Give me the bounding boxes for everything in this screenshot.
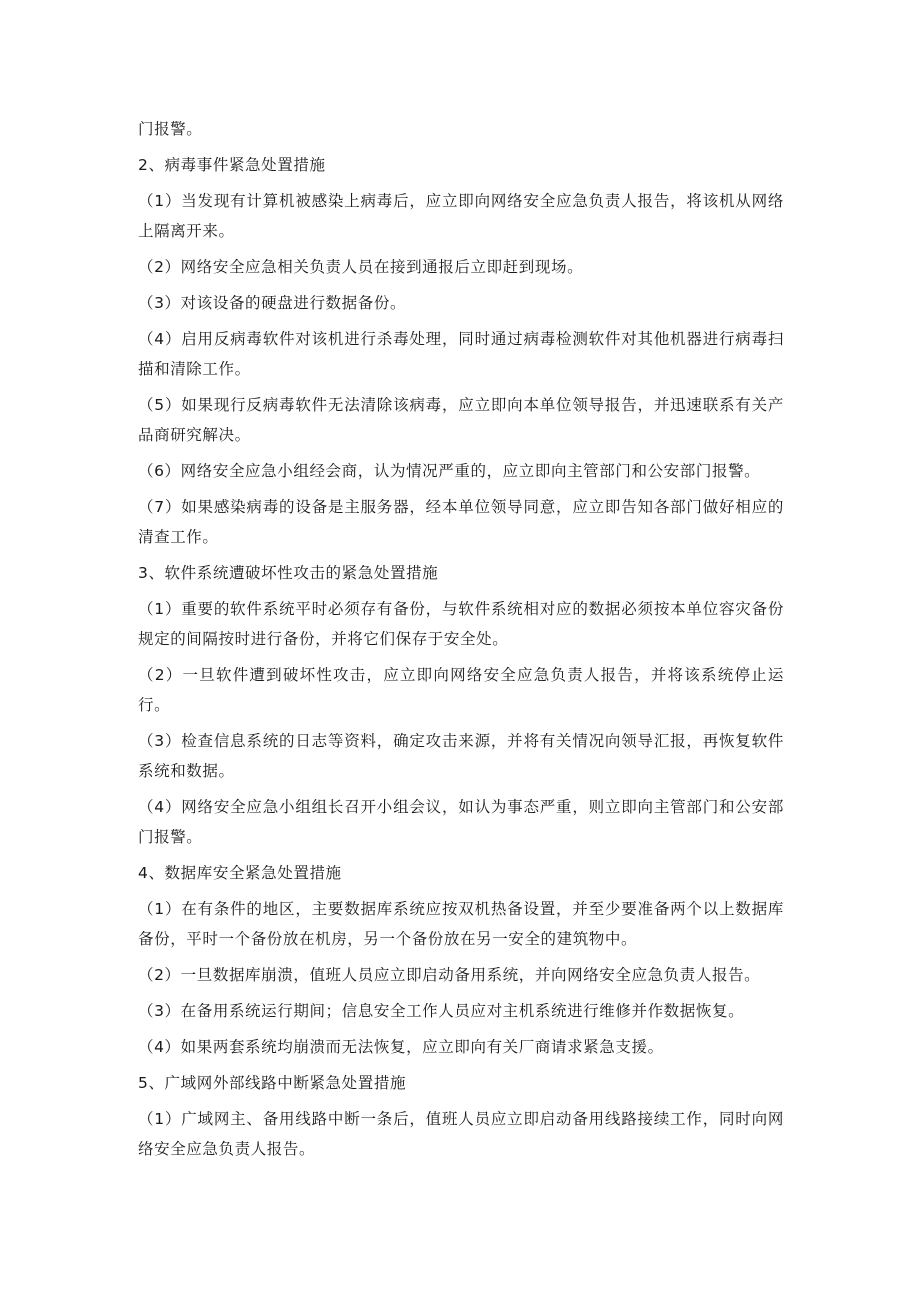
section-heading-4: 4、数据库安全紧急处置措施 — [138, 864, 342, 882]
paragraph: （6）网络安全应急小组经会商，认为情况严重的，应立即向主管部门和公安部门报警。 — [138, 462, 761, 480]
paragraph: （1）重要的软件系统平时必须存有备份，与软件系统相对应的数据必须按本单位容灾备份规定的间隔按时进行备份，并将它们保存于安全处。 — [138, 600, 784, 648]
paragraph-continuation: 门报警。 — [138, 120, 203, 138]
paragraph: （5）如果现行反病毒软件无法清除该病毒，应立即向本单位领导报告，并迅速联系有关产品商研究解决。 — [138, 396, 784, 444]
paragraph: （2）网络安全应急相关负责人员在接到通报后立即赶到现场。 — [138, 258, 584, 276]
section-heading-3: 3、软件系统遭破坏性攻击的紧急处置措施 — [138, 564, 439, 582]
paragraph: （4）如果两套系统均崩溃而无法恢复，应立即向有关厂商请求紧急支援。 — [138, 1038, 664, 1056]
paragraph: （1）广域网主、备用线路中断一条后，值班人员应立即启动备用线路接续工作，同时向网络安全应急负责人报告。 — [138, 1110, 784, 1158]
paragraph: （7）如果感染病毒的设备是主服务器，经本单位领导同意，应立即告知各部门做好相应的清查工作。 — [138, 498, 784, 546]
paragraph: （1）在有条件的地区，主要数据库系统应按双机热备设置，并至少要准备两个以上数据库备份，平时一个备份放在机房，另一个备份放在另一安全的建筑物中。 — [138, 900, 784, 948]
section-heading-2: 2、病毒事件紧急处置措施 — [138, 156, 326, 174]
paragraph: （1）当发现有计算机被感染上病毒后，应立即向网络安全应急负责人报告，将该机从网络上隔离开来。 — [138, 192, 784, 240]
paragraph: （3）对该设备的硬盘进行数据备份。 — [138, 294, 407, 312]
paragraph: （4）网络安全应急小组组长召开小组会议，如认为事态严重，则立即向主管部门和公安部门报警。 — [138, 798, 784, 846]
section-heading-5: 5、广域网外部线路中断紧急处置措施 — [138, 1074, 407, 1092]
paragraph: （2）一旦数据库崩溃，值班人员应立即启动备用系统，并向网络安全应急负责人报告。 — [138, 966, 761, 984]
paragraph: （2）一旦软件遭到破坏性攻击，应立即向网络安全应急负责人报告，并将该系统停止运行。 — [138, 666, 784, 714]
paragraph: （3）在备用系统运行期间；信息安全工作人员应对主机系统进行维修并作数据恢复。 — [138, 1002, 745, 1020]
paragraph: （3）检查信息系统的日志等资料，确定攻击来源，并将有关情况向领导汇报，再恢复软件系统和数据。 — [138, 732, 784, 780]
document-page — [138, 0, 784, 1170]
paragraph: （4）启用反病毒软件对该机进行杀毒处理，同时通过病毒检测软件对其他机器进行病毒扫描和清除工作。 — [138, 330, 784, 378]
